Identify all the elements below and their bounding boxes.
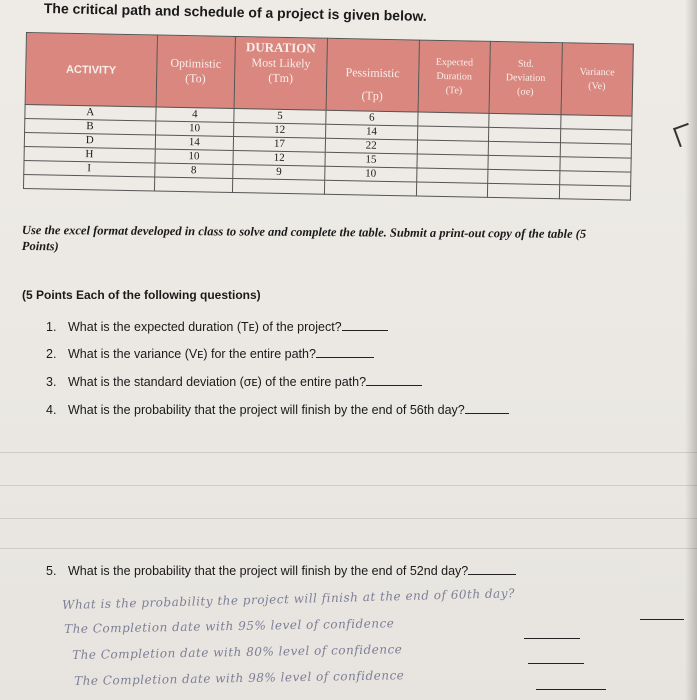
ruled-line — [0, 518, 697, 519]
empty-cell[interactable] — [416, 182, 488, 197]
question-1 — [46, 320, 388, 334]
variance-cell[interactable] — [560, 129, 632, 144]
answer-blank[interactable] — [342, 329, 388, 331]
answer-blank[interactable] — [528, 662, 584, 664]
points-header: (5 Points Each of the following questions) — [22, 288, 261, 302]
optimistic-cell: 14 — [155, 135, 234, 151]
pessimistic-cell: 6 — [326, 110, 418, 126]
empty-cell[interactable] — [488, 183, 560, 198]
question-number: 5. — [46, 564, 57, 578]
empty-cell[interactable] — [559, 185, 631, 200]
std-deviation-header: Std. Deviation (σe) — [489, 41, 562, 114]
expected-cell[interactable] — [417, 154, 489, 169]
pessimistic-cell: 15 — [325, 152, 417, 168]
activity-cell: B — [25, 118, 156, 135]
optimistic-cell: 4 — [155, 107, 234, 123]
question-3 — [46, 375, 422, 389]
expected-cell[interactable] — [417, 126, 489, 141]
question-number: 2. — [46, 347, 57, 361]
std-dev-cell[interactable] — [488, 169, 560, 184]
answer-blank[interactable] — [316, 356, 374, 358]
activity-cell: I — [24, 160, 155, 177]
ruled-line — [0, 548, 697, 549]
answer-blank[interactable] — [468, 573, 516, 575]
handwritten-question: The Completion date with 80% level of confidence — [72, 642, 403, 662]
answer-blank[interactable] — [524, 637, 580, 639]
question-5 — [46, 564, 516, 578]
most-likely-header: DURATION Most Likely (Tm) — [234, 37, 327, 111]
most-likely-cell: 12 — [234, 123, 326, 139]
optimistic-header: Optimistic (To) — [156, 35, 236, 108]
answer-blank[interactable] — [536, 688, 606, 690]
activity-header: ACTIVITY — [25, 33, 157, 107]
optimistic-cell: 10 — [155, 149, 234, 165]
pessimistic-cell: 22 — [325, 138, 417, 154]
std-dev-cell[interactable] — [488, 155, 560, 170]
answer-blank[interactable] — [465, 412, 509, 414]
handwritten-question: What is the probability the project will finish at the end of 60th day? — [62, 586, 516, 612]
empty-cell — [233, 178, 325, 194]
variance-cell[interactable] — [560, 115, 632, 130]
instructions-note: Use the excel format developed in class to solve and complete the table. Submit a print-out copy of the table (5 Points) — [21, 222, 587, 254]
question-text: What is the variance (Vᴇ) for the entire path? — [68, 347, 316, 361]
question-text: What is the probability that the project will finish by the end of 52nd day? — [68, 564, 469, 578]
question-text: What is the probability that the project will finish by the end of 56th day? — [68, 403, 465, 417]
optimistic-cell: 8 — [154, 163, 233, 179]
question-number: 1. — [46, 320, 57, 334]
std-dev-cell[interactable] — [489, 127, 561, 142]
answer-blank[interactable] — [640, 618, 684, 620]
question-number: 4. — [46, 403, 57, 417]
answer-blank[interactable] — [366, 384, 422, 386]
variance-cell[interactable] — [559, 157, 631, 172]
expected-cell[interactable] — [416, 168, 488, 183]
most-likely-cell: 5 — [234, 109, 326, 125]
ruled-line — [0, 485, 697, 486]
optimistic-cell: 10 — [155, 121, 234, 137]
activity-cell: A — [25, 104, 156, 121]
most-likely-cell: 12 — [233, 151, 325, 167]
variance-cell[interactable] — [560, 143, 632, 158]
question-2 — [46, 347, 374, 361]
empty-cell — [154, 177, 233, 193]
question-text: What is the standard deviation (σᴇ) of the entire path? — [68, 375, 367, 389]
std-dev-cell[interactable] — [489, 113, 561, 128]
variance-cell[interactable] — [559, 171, 631, 186]
pessimistic-cell: 10 — [325, 166, 417, 182]
page-title: The critical path and schedule of a project is given below. — [43, 0, 427, 25]
most-likely-cell: 17 — [233, 137, 325, 153]
question-4 — [46, 403, 509, 417]
schedule-table — [23, 32, 634, 201]
ruled-line — [0, 452, 697, 453]
expected-duration-header: Expected Duration (Te) — [418, 40, 491, 113]
pessimistic-header: Pessimistic (Tp) — [326, 38, 419, 112]
schedule-table-container — [22, 32, 636, 254]
expected-cell[interactable] — [417, 140, 489, 155]
activity-cell: H — [24, 146, 155, 163]
question-text: What is the expected duration (Tᴇ) of the project? — [68, 320, 342, 334]
variance-header: Variance (Ve) — [561, 43, 634, 116]
empty-cell — [324, 180, 416, 196]
handwritten-question: The Completion date with 95% level of confidence — [64, 616, 395, 636]
pessimistic-cell: 14 — [325, 124, 417, 140]
std-dev-cell[interactable] — [488, 141, 560, 156]
most-likely-cell: 9 — [233, 165, 325, 181]
expected-cell[interactable] — [418, 112, 490, 127]
page-shadow-edge — [685, 0, 697, 700]
duration-group-label: DURATION — [245, 39, 316, 56]
question-number: 3. — [46, 375, 57, 389]
handwritten-question: The Completion date with 98% level of confidence — [74, 668, 405, 688]
empty-cell — [23, 174, 154, 191]
activity-cell: D — [24, 132, 155, 149]
